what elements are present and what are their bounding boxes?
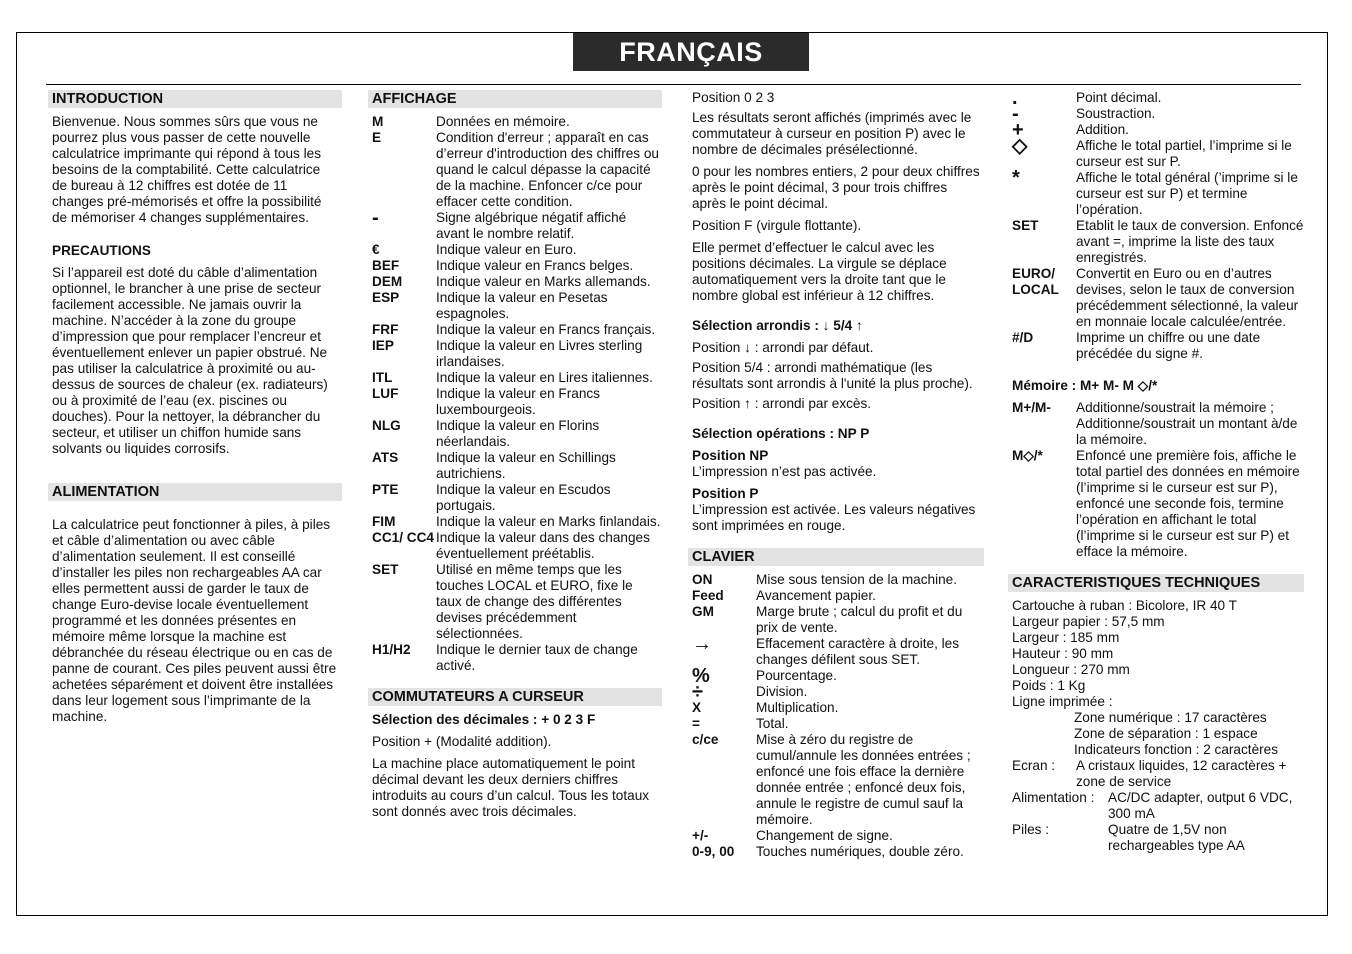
key-key: + — [1012, 119, 1024, 141]
section-heading-alimentation: ALIMENTATION — [48, 483, 342, 501]
clavier-row — [688, 681, 984, 703]
key-description: Affiche le total partiel, l’imprime si le curseur est sur P. — [1076, 138, 1292, 169]
memory-key: M+/M- — [1012, 400, 1051, 415]
operations-selection-heading: Sélection opérations : NP P — [692, 426, 870, 441]
rounding-selection-heading: Sélection arrondis : ↓ 5/4 ↑ — [692, 318, 863, 333]
clavier-row — [688, 604, 984, 636]
decimal-selection-label: Sélection des décimales : + 0 2 3 F — [372, 712, 596, 727]
affichage-row — [368, 530, 662, 562]
affichage-key: CC1/ CC4 — [372, 530, 434, 545]
key-description: Affiche le total général (’imprime si le curseur est sur P) et termine l’opération. — [1076, 170, 1298, 217]
clavier-description: Pourcentage. — [756, 668, 837, 683]
clavier-row — [688, 844, 984, 860]
position-f-paragraph: Elle permet d’effectuer le calcul avec les positions décimales. La virgule se déplace automatiquement vers la droite tant que le nombre global est inférieur à 12 chiffres. — [692, 240, 947, 303]
key-description: Imprime un chiffre ou une date précédée du signe #. — [1076, 330, 1261, 361]
affichage-description: Indique la valeur en Escudos portugais. — [436, 482, 611, 513]
column-3 — [688, 90, 984, 860]
key-description: Etablit le taux de conversion. Enfoncé avant =, imprime la liste des taux enregistrés. — [1076, 218, 1304, 265]
affichage-description: Indique la valeur en Florins néerlandais. — [436, 418, 600, 449]
decimals-paragraph: 0 pour les nombres entiers, 2 pour deux chiffres après le point décimal, 3 pour trois chiffres après le point décimal. — [692, 164, 980, 211]
affichage-key: ITL — [372, 370, 393, 385]
section-heading-commutateurs: COMMUTATEURS A CURSEUR — [368, 688, 662, 706]
tech-specs-list — [1008, 598, 1304, 710]
affichage-key: PTE — [372, 482, 399, 497]
tech-spec-line: Hauteur : 90 mm — [1012, 646, 1114, 661]
affichage-row — [368, 450, 662, 482]
keys-continued-list — [1008, 87, 1304, 362]
memory-description: Enfoncé une première fois, affiche le total partiel des données en mémoire (l’imprime si le curseur est sur P), enfoncé une seconde fois, termine l’opération en affichant le total (l’imprime si le curseur est sur P) et efface la mémoire. — [1076, 448, 1300, 559]
affichage-row — [368, 482, 662, 514]
affichage-key: M — [372, 114, 384, 129]
clavier-row — [688, 633, 984, 668]
spec-alimentation — [1008, 790, 1304, 822]
affichage-description: Indique la valeur en Livres sterling irlandaises. — [436, 338, 643, 369]
affichage-key: ATS — [372, 450, 399, 465]
spec-piles — [1008, 822, 1304, 854]
section-heading-affichage: AFFICHAGE — [368, 90, 662, 108]
clavier-description: Avancement papier. — [756, 588, 876, 603]
key-key: SET — [1012, 218, 1039, 233]
section-heading-clavier: CLAVIER — [688, 548, 984, 566]
column-4 — [1008, 87, 1304, 854]
section-heading-introduction: INTRODUCTION — [48, 90, 342, 108]
rounding-up-text: Position ↑ : arrondi par excès. — [692, 396, 872, 411]
key-row — [1008, 87, 1304, 109]
affichage-row — [368, 322, 662, 338]
key-description: Soustraction. — [1076, 106, 1156, 121]
clavier-description: Division. — [756, 684, 808, 699]
affichage-row — [368, 418, 662, 450]
clavier-row — [688, 588, 984, 604]
affichage-key: H1/H2 — [372, 642, 411, 657]
spec-value: Quatre de 1,5V non rechargeables type AA — [1108, 822, 1245, 853]
memory-key: M◇/* — [1012, 448, 1043, 463]
clavier-list — [688, 572, 984, 860]
key-row — [1008, 218, 1304, 266]
affichage-description: Indique le dernier taux de change activé. — [436, 642, 638, 673]
clavier-description: Total. — [756, 716, 789, 731]
precautions-heading: PRECAUTIONS — [52, 243, 151, 258]
affichage-key: € — [372, 242, 380, 257]
tech-spec-line: Longueur : 270 mm — [1012, 662, 1130, 677]
key-description: Addition. — [1076, 122, 1129, 137]
affichage-row — [368, 130, 662, 210]
key-row — [1008, 330, 1304, 362]
affichage-key: E — [372, 130, 382, 145]
affichage-description: Utilisé en même temps que les touches LOCAL et EURO, fixe le taux de change des différentes devises précédemment sélectionnées. — [436, 562, 633, 641]
affichage-key: DEM — [372, 274, 403, 289]
spec-value: A cristaux liquides, 12 caractères + zone de service — [1076, 758, 1287, 789]
memory-row — [1008, 448, 1304, 560]
affichage-description: Indique la valeur en Pesetas espagnoles. — [436, 290, 608, 321]
affichage-key: LUF — [372, 386, 399, 401]
affichage-row — [368, 562, 662, 642]
memory-row — [1008, 400, 1304, 448]
position-023-paragraph: Les résultats seront affichés (imprimés avec le commutateur à curseur en position P) avec le nombre de décimales présélectionné. — [692, 110, 972, 157]
spec-label: Piles : — [1012, 822, 1050, 837]
rounding-down-text: Position ↓ : arrondi par défaut. — [692, 340, 874, 355]
key-key: ◇ — [1012, 135, 1028, 157]
clavier-description: Mise à zéro du registre de cumul/annule les données entrées ; enfoncé une fois efface la dernière donnée entrée ; enfoncé deux fois, annule le registre de cumul sauf la mémoire. — [756, 732, 971, 827]
intro-paragraph: Bienvenue. Nous sommes sûrs que vous ne pourrez plus vous passer de cette nouvelle calculatrice imprimante qui répond à tous les besoins de la comptabilité. Cette calculatrice de bureau à 12 chiffres est dotée de 11 changes pré-mémorisés et offre la possibilité de mémoriser 4 changes supplémentaires. — [52, 114, 322, 225]
affichage-key: SET — [372, 562, 399, 577]
affichage-row — [368, 207, 662, 242]
affichage-row — [368, 370, 662, 386]
affichage-description: Indique la valeur dans des changes éventuellement préétablis. — [436, 530, 650, 561]
column-2 — [368, 90, 662, 826]
rounding-math-text: Position 5/4 : arrondi mathématique (les résultats sont arrondis à l'unité la plus proche). — [692, 360, 973, 391]
clavier-key: % — [692, 665, 710, 687]
key-key: - — [1012, 103, 1019, 125]
affichage-row — [368, 290, 662, 322]
position-np-text: L’impression n’est pas activée. — [692, 464, 877, 479]
clavier-key: = — [692, 716, 700, 731]
spec-label: Alimentation : — [1012, 790, 1095, 805]
affichage-description: Indique la valeur en Marks finlandais. — [436, 514, 661, 529]
affichage-key: IEP — [372, 338, 394, 353]
tech-spec-line: Largeur : 185 mm — [1012, 630, 1120, 645]
printed-line-specs — [1008, 710, 1304, 758]
affichage-row — [368, 514, 662, 530]
clavier-description: Effacement caractère à droite, les changes défilent sous SET. — [756, 636, 960, 667]
printed-line-spec: Zone numérique : 17 caractères — [1074, 710, 1267, 725]
clavier-row — [688, 716, 984, 732]
section-heading-caracteristiques: CARACTERISTIQUES TECHNIQUES — [1008, 574, 1304, 592]
affichage-row — [368, 242, 662, 258]
tech-spec-line: Poids : 1 Kg — [1012, 678, 1086, 693]
spec-value: AC/DC adapter, output 6 VDC, 300 mA — [1108, 790, 1293, 821]
affichage-description: Indique la valeur en Francs français. — [436, 322, 656, 337]
precautions-paragraph: Si l’appareil est doté du câble d’alimentation optionnel, le brancher à une prise de secteur facilement accessible. Ne jamais ouvrir la machine. N’accéder à la zone du groupe d’impression que pour remplacer l’encreur et éventuellement enlever un papier obstrué. Ne pas utiliser la calculatrice à proximité ou au-dessus de sources de chaleur (ex. radiateurs) ou à proximité de l’eau (ex. piscines ou douches). Pour la nettoyer, la débrancher du secteur, et utiliser un chiffon humide sans solvants ou liquides corrosifs. — [52, 265, 328, 456]
spec-label: Ecran : — [1012, 758, 1056, 773]
affichage-row — [368, 386, 662, 418]
page-title: FRANÇAIS — [573, 33, 809, 71]
memory-list — [1008, 400, 1304, 560]
tech-spec-line: Ligne imprimée : — [1012, 694, 1113, 709]
affichage-row — [368, 274, 662, 290]
affichage-row — [368, 114, 662, 130]
clavier-row — [688, 665, 984, 687]
printed-line-spec: Zone de séparation : 1 espace — [1074, 726, 1258, 741]
printed-line-spec: Indicateurs fonction : 2 caractères — [1074, 742, 1279, 757]
position-p-label: Position P — [692, 486, 759, 501]
position-np-label: Position NP — [692, 448, 769, 463]
affichage-list — [368, 114, 662, 674]
key-row — [1008, 135, 1304, 170]
spec-ecran — [1008, 758, 1304, 790]
affichage-description: Indique la valeur en Francs luxembourgeois. — [436, 386, 600, 417]
key-description: Convertit en Euro ou en d’autres devises, selon le taux de conversion précédemment sélectionné, la valeur en monnaie locale calculée/entrée. — [1076, 266, 1299, 329]
key-key: * — [1012, 167, 1020, 189]
position-f-label: Position F (virgule flottante). — [692, 218, 862, 233]
affichage-row — [368, 258, 662, 274]
alimentation-paragraph: La calculatrice peut fonctionner à piles, à piles et câble d’alimentation ou avec câble d’alimentation seulement. Il est conseillé d’installer les piles non rechargeables AA car elles permettent aussi de garder le taux de change Euro-devise locale éventuellement programmé et les données présentes en mémoire même lorsque la machine est débranchée du réseau électrique ou en cas de panne de courant. Ces piles peuvent aussi être achetées séparément et doivent être installées dans leur logement sous l’imprimante de la machine. — [52, 517, 337, 724]
clavier-key: X — [692, 700, 702, 715]
affichage-description: Indique valeur en Francs belges. — [436, 258, 634, 273]
affichage-key: ESP — [372, 290, 400, 305]
affichage-row — [368, 642, 662, 674]
key-row — [1008, 167, 1304, 218]
clavier-key: GM — [692, 604, 714, 619]
affichage-description: Indique la valeur en Lires italiennes. — [436, 370, 653, 385]
clavier-key: c/ce — [692, 732, 719, 747]
clavier-row — [688, 732, 984, 828]
affichage-key: BEF — [372, 258, 400, 273]
memory-description: Additionne/soustrait la mémoire ; Additionne/soustrait un montant à/de la mémoire. — [1076, 400, 1298, 447]
affichage-key: - — [372, 207, 379, 229]
affichage-description: Indique valeur en Marks allemands. — [436, 274, 651, 289]
clavier-key: ÷ — [692, 681, 703, 703]
clavier-row — [688, 572, 984, 588]
clavier-key: Feed — [692, 588, 724, 603]
clavier-key: +/- — [692, 828, 709, 843]
position-plus-label: Position + (Modalité addition). — [372, 734, 552, 749]
key-row — [1008, 119, 1304, 141]
affichage-key: FRF — [372, 322, 399, 337]
position-023-label: Position 0 2 3 — [692, 90, 775, 105]
clavier-description: Touches numériques, double zéro. — [756, 844, 964, 859]
affichage-description: Indique la valeur en Schillings autrichiens. — [436, 450, 616, 481]
clavier-description: Mise sous tension de la machine. — [756, 572, 957, 587]
key-row — [1008, 103, 1304, 125]
column-1 — [48, 90, 342, 731]
clavier-row — [688, 828, 984, 844]
position-p-text: L’impression est activée. Les valeurs négatives sont imprimées en rouge. — [692, 502, 976, 533]
position-plus-paragraph: La machine place automatiquement le point décimal devant les deux derniers chiffres introduits au cours d’un calcul. Tous les totaux sont donnés avec trois décimales. — [372, 756, 650, 819]
affichage-key: FIM — [372, 514, 396, 529]
key-description: Point décimal. — [1076, 90, 1162, 105]
affichage-key: NLG — [372, 418, 401, 433]
key-row — [1008, 266, 1304, 330]
affichage-description: Indique valeur en Euro. — [436, 242, 577, 257]
clavier-description: Changement de signe. — [756, 828, 893, 843]
header-rule — [46, 84, 1301, 85]
clavier-row — [688, 700, 984, 716]
tech-spec-line: Cartouche à ruban : Bicolore, IR 40 T — [1012, 598, 1237, 613]
clavier-key: → — [692, 633, 712, 655]
clavier-key: 0-9, 00 — [692, 844, 735, 859]
memory-heading: Mémoire : M+ M- M ◇/* — [1012, 378, 1158, 393]
affichage-row — [368, 338, 662, 370]
clavier-description: Marge brute ; calcul du profit et du prix de vente. — [756, 604, 963, 635]
clavier-key: ON — [692, 572, 713, 587]
affichage-description: Condition d'erreur ; apparaît en cas d’erreur d'introduction des chiffres ou quand le calcul dépasse la capacité de la machine. Enfoncer c/ce pour effacer cette condition. — [436, 130, 659, 209]
key-key: EURO/ LOCAL — [1012, 266, 1059, 297]
key-key: #/D — [1012, 330, 1034, 345]
clavier-description: Multiplication. — [756, 700, 839, 715]
key-key: . — [1012, 87, 1018, 109]
tech-spec-line: Largeur papier : 57,5 mm — [1012, 614, 1165, 629]
affichage-description: Données en mémoire. — [436, 114, 570, 129]
affichage-description: Signe algébrique négatif affiché avant le nombre relatif. — [436, 210, 627, 241]
